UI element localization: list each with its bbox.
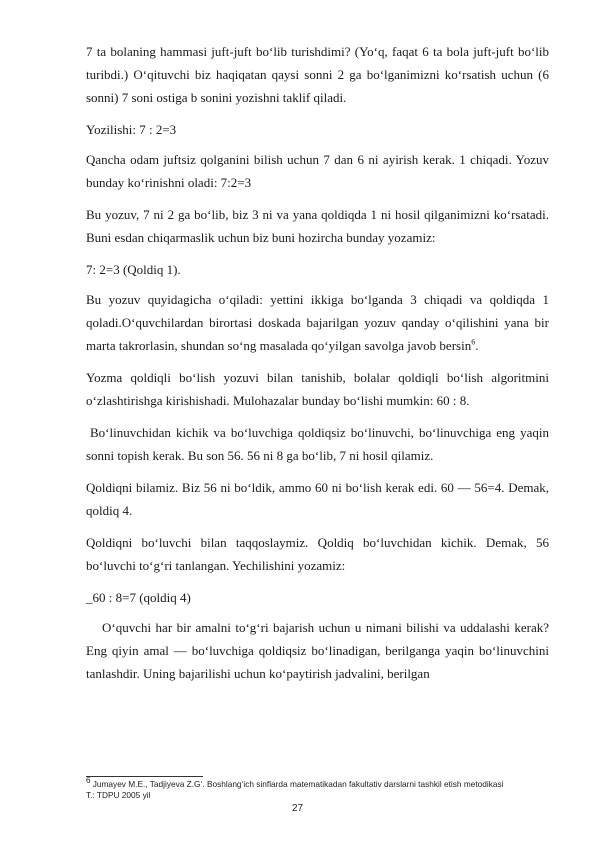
paragraph-6: Bu yozuv quyidagicha o‘qiladi: yettini ikkiga bo‘lganda 3 chiqadi va qoldiqda 1 qoladi.O‘quvchilardan birortasi doskada bajarilgan yozuv qanday o‘qilishini yana bir marta takrorlasin, shundan so‘ng masalada qo‘yilgan savolga javob bersin$^6$. [86, 292, 549, 353]
footnote-text-1: Jumayev M.E., Tadjiyeva Z.G‘. Boshlang‘ich sinflarda matematikadan fakultativ darslarni tashkil etish metodikasi [90, 779, 504, 789]
footnote-line-1 [86, 776, 556, 790]
paragraph-1: 7 ta bolaning hammasi juft-juft bo‘lib turishdimi? (Yo‘q, faqat 6 ta bola juft-juft bo‘lib turibdi.) O‘qituvchi biz haqiqatan qaysi sonni 2 ga bo‘lganimizni ko‘rsatish uchun (6 sonni) 7 soni ostiga b sonini yozishni taklif qiladi. [86, 44, 549, 105]
paragraph-9: Qoldiqni bilamiz. Biz 56 ni bo‘ldik, ammo 60 ni bo‘lish kerak edi. 60 — 56=4. Demak, qoldiq 4. [86, 480, 549, 518]
paragraph-11: _60 : 8=7 (qoldiq 4) [86, 590, 191, 605]
paragraph-4: Bu yozuv, 7 ni 2 ga bo‘lib, biz 3 ni va yana qoldiqda 1 ni hosil qilganimizni ko‘rsatadi. Buni esdan chiqarmaslik uchun biz buni hozircha bunday yozamiz: [86, 207, 549, 245]
paragraph-10: Qoldiqni bo‘luvchi bilan taqqoslaymiz. Qoldiq bo‘luvchidan kichik. Demak, 56 bo‘luvchi to‘g‘ri tanlangan. Yechilishini yozamiz: [86, 535, 549, 573]
footnote-reference[interactable]: 6 [471, 337, 476, 347]
footnote [86, 776, 556, 801]
paragraph-7: Yozma qoldiqli bo‘lish yozuvi bilan tanishib, bolalar qoldiqli bo‘lish algoritmini o‘zlashtirishga kirishishadi. Mulohazalar bunday bo‘lishi mumkin: 60 : 8. [86, 370, 549, 408]
footnote-divider [86, 776, 203, 777]
paragraph-2: Yozilishi: 7 : 2=3 [86, 122, 177, 137]
page-body [86, 40, 549, 694]
footnote-marker: 6 [86, 776, 91, 786]
paragraph-6-text: Bu yozuv quyidagicha o‘qiladi: yettini ikkiga bo‘lganda 3 chiqadi va qoldiqda 1 qoladi.O‘quvchilardan birortasi doskada bajarilgan yozuv qanday o‘qilishini yana bir marta takrorlasin, shundan so‘ng masalada qo‘yilgan savolga javob bersin [86, 292, 549, 353]
paragraph-8: Bo‘linuvchidan kichik va bo‘luvchiga qoldiqsiz bo‘linuvchi, bo‘linuvchiga eng yaqin sonni topish kerak. Bu son 56. 56 ni 8 ga bo‘lib, 7 ni hosil qilamiz. [86, 425, 549, 463]
paragraph-12: O‘quvchi har bir amalni to‘g‘ri bajarish uchun u nimani bilishi va uddalashi kerak? Eng qiyin amal — bo‘luvchiga qoldiqsiz bo‘linadigan, berilganga yaqin bo‘linuvchini tanlashdir. Uning bajarilishi uchun ko‘paytirish jadvalini, berilgan [86, 620, 549, 681]
paragraph-3: Qancha odam juftsiz qolganini bilish uchun 7 dan 6 ni ayirish kerak. 1 chiqadi. Yozuv bunday ko‘rinishni oladi: 7:2=3 [86, 152, 549, 190]
page-number: 27 [291, 803, 304, 814]
footnote-line-2: T.: TDPU 2005 yil [86, 790, 151, 800]
paragraph-5: 7: 2=3 (Qoldiq 1). [86, 262, 181, 277]
